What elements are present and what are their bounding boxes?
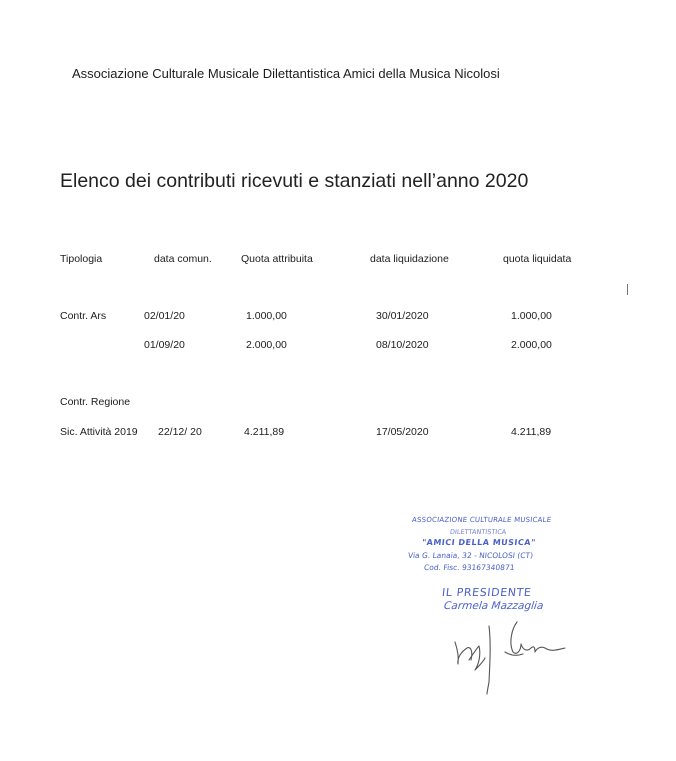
header-quota-liquidata: quota liquidata <box>503 253 572 265</box>
cell-data-liquidazione: 17/05/2020 <box>376 426 429 438</box>
cell-quota-liquidata: 2.000,00 <box>511 339 552 351</box>
cell-quota-liquidata: 1.000,00 <box>511 310 552 322</box>
stamp-line: Cod. Fisc. 93167340871 <box>423 563 515 572</box>
document-title: Elenco dei contributi ricevuti e stanziati nell’anno 2020 <box>60 170 529 192</box>
cell-data-comun: 02/01/20 <box>144 310 185 322</box>
cell-data-liquidazione: 30/01/2020 <box>376 310 429 322</box>
cell-quota-liquidata: 4.211,89 <box>511 426 552 438</box>
header-data-comun: data comun. <box>154 253 212 265</box>
header-data-liquidazione: data liquidazione <box>370 253 449 265</box>
cell-data-comun: 01/09/20 <box>144 339 185 351</box>
cell-tipologia: Contr. Ars <box>60 310 107 322</box>
stamp-line: ASSOCIAZIONE CULTURALE MUSICALE <box>411 516 552 524</box>
cell-data-liquidazione: 08/10/2020 <box>376 339 429 351</box>
cell-tipologia: Contr. Regione <box>60 396 131 408</box>
organization-name: Associazione Culturale Musicale Dilettantistica Amici della Musica Nicolosi <box>72 66 500 81</box>
stamp-line: DILETTANTISTICA <box>449 528 507 536</box>
president-title: IL PRESIDENTE <box>441 586 533 599</box>
header-quota-attribuita: Quota attribuita <box>241 253 313 265</box>
cell-tipologia: Sic. Attività 2019 <box>60 426 138 438</box>
stamp-line: "AMICI DELLA MUSICA" <box>421 538 537 547</box>
cell-quota-attribuita: 4.211,89 <box>244 426 285 438</box>
cell-quota-attribuita: 1.000,00 <box>246 310 287 322</box>
header-tipologia: Tipologia <box>60 253 103 265</box>
scan-mark <box>627 284 628 295</box>
handwritten-signature <box>445 612 585 697</box>
cell-quota-attribuita: 2.000,00 <box>246 339 287 351</box>
president-name: Carmela Mazzaglia <box>443 600 544 612</box>
cell-data-comun: 22/12/ 20 <box>158 426 202 438</box>
stamp-line: Via G. Lanaia, 32 - NICOLOSI (CT) <box>407 551 534 560</box>
